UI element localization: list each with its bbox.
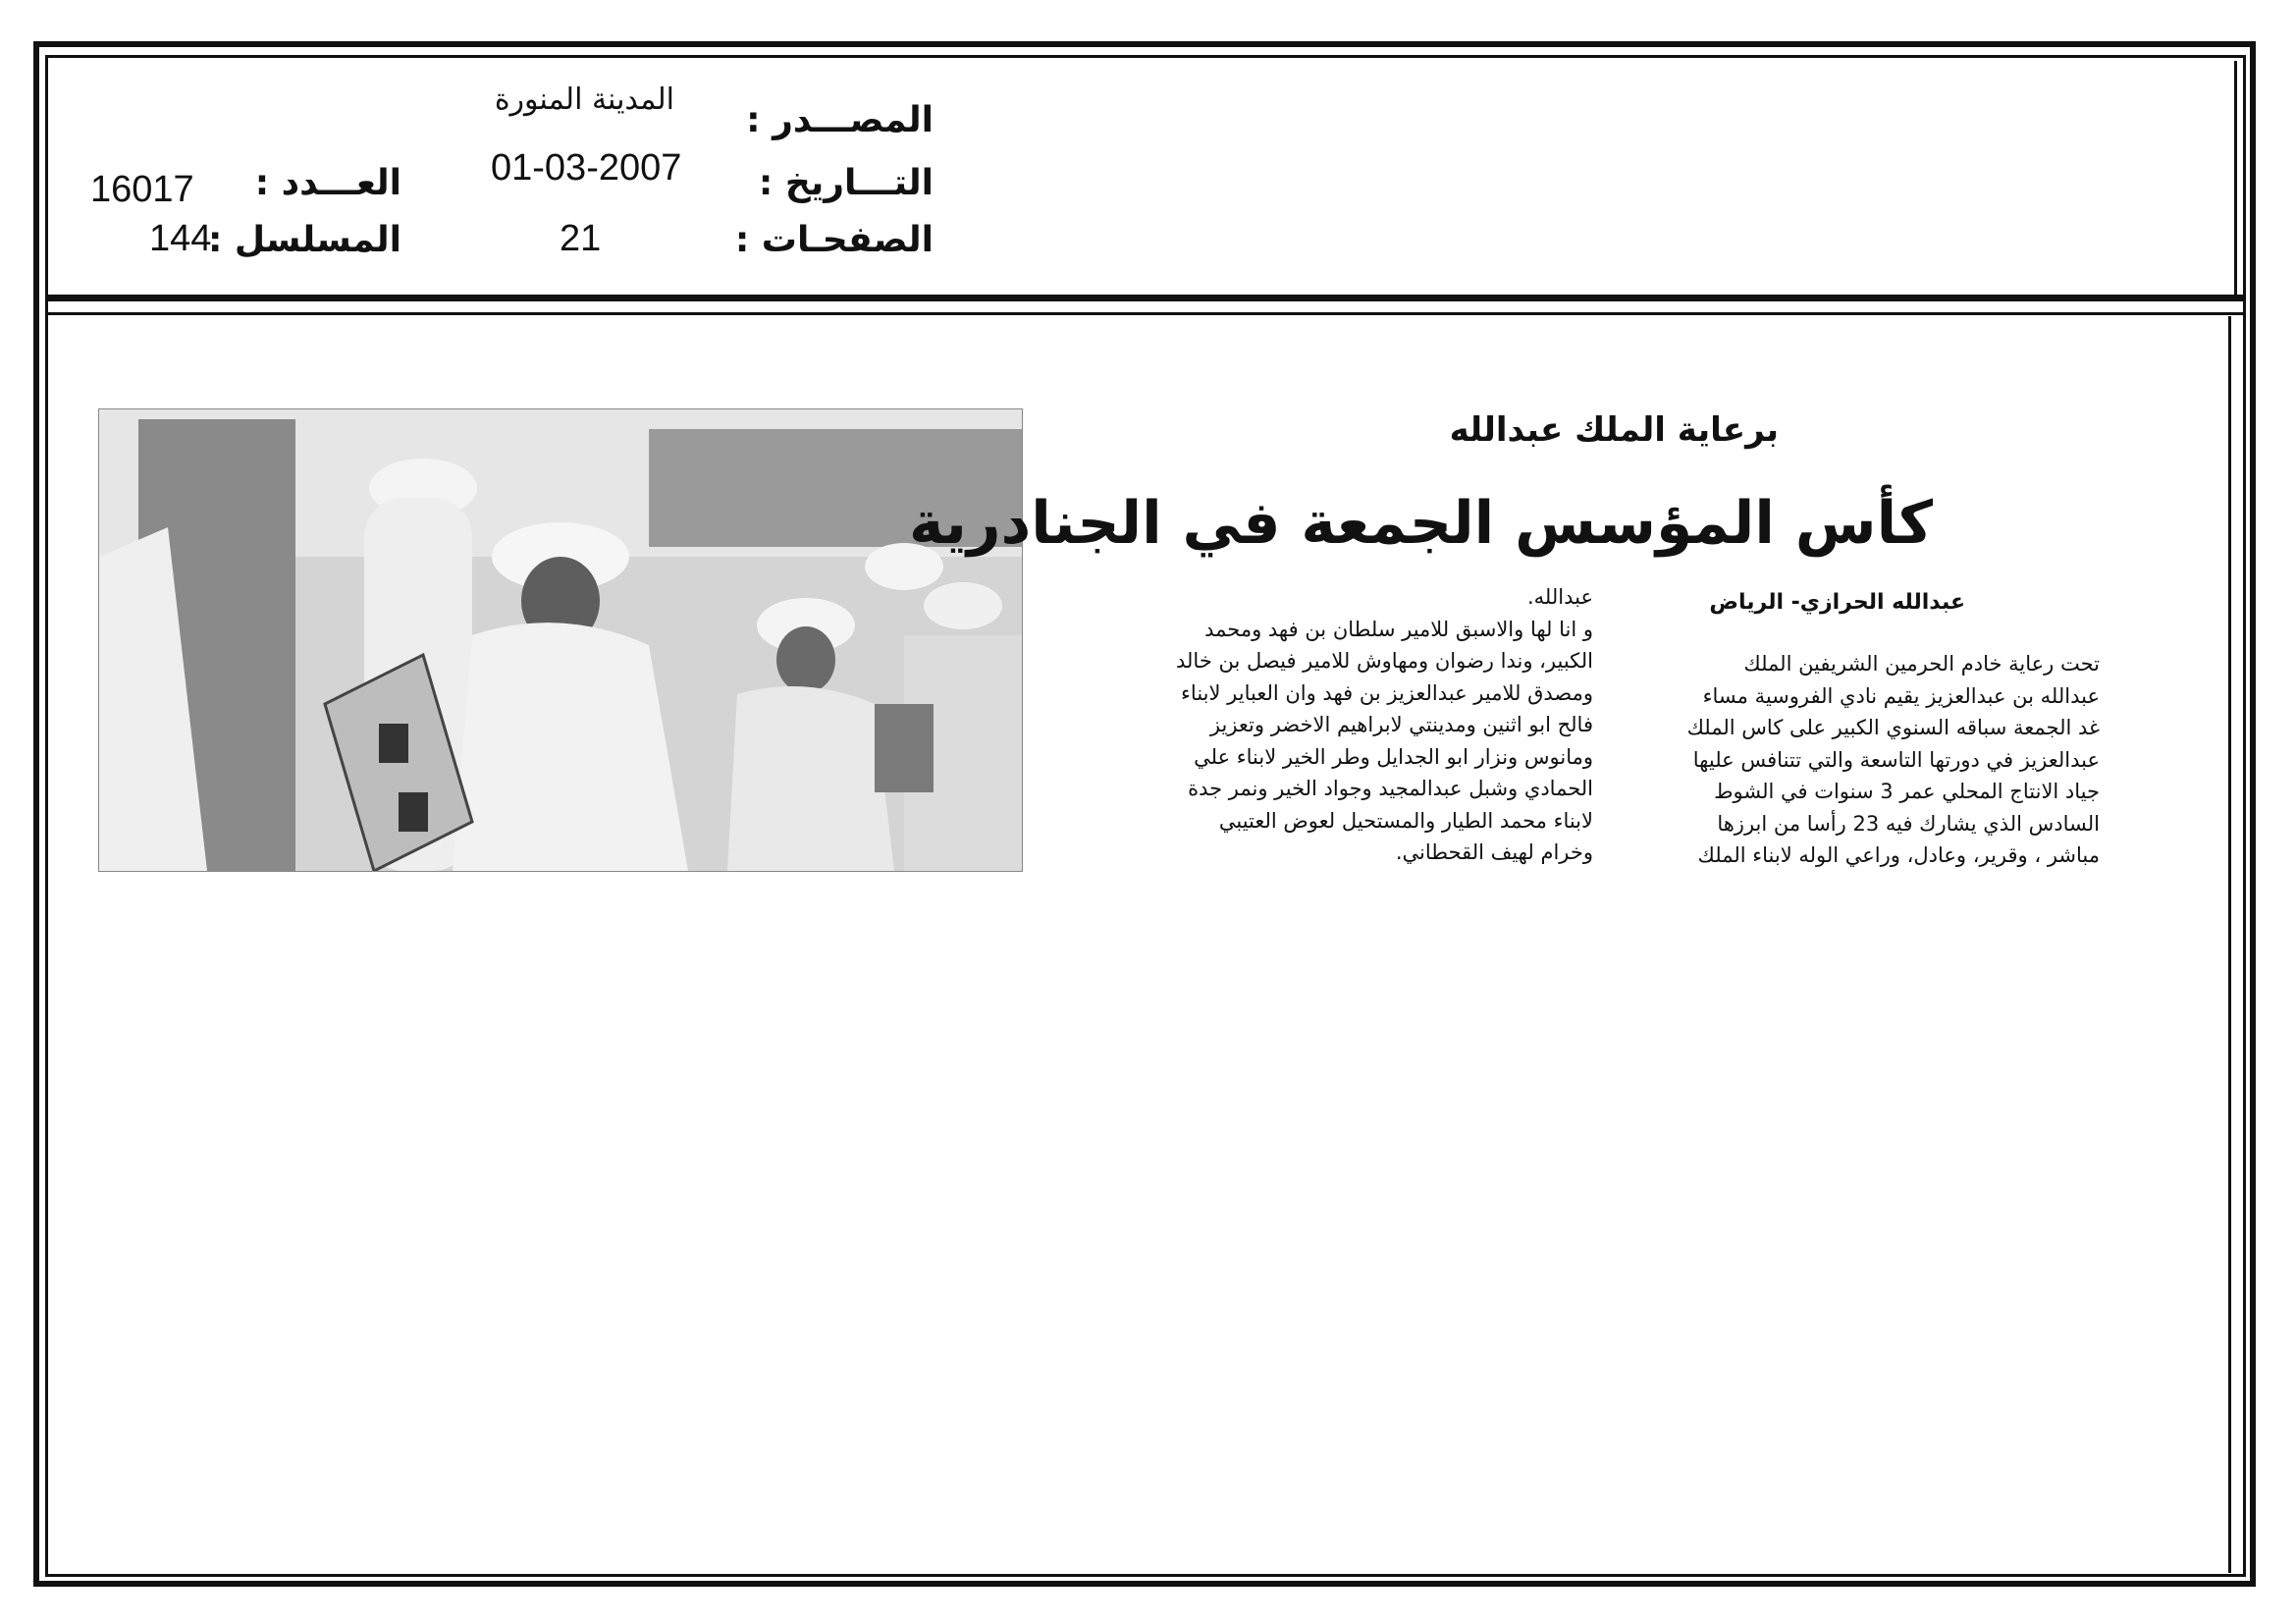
article-kicker: برعاية الملك عبدالله [1449, 410, 1779, 450]
text-line: ومصدق للامير عبدالعزيز بن فهد وان العباير لابناء [1181, 680, 1593, 705]
issue-value: 16017 [90, 169, 194, 210]
header-divider-thin [45, 312, 2246, 315]
serial-label: المسلسل : [207, 220, 401, 260]
date-value: 01-03-2007 [491, 147, 682, 189]
pages-label: الصفحـات : [734, 220, 934, 260]
text-line: وخرام لهيف القحطاني. [1395, 840, 1593, 864]
text-line: تحت رعاية خادم الحرمين الشريفين الملك [1743, 652, 2100, 676]
source-value: المدينة المنورة [494, 82, 674, 117]
serial-value: 144 [149, 218, 212, 259]
text-line: مباشر ، وقرير، وعادل، وراعي الوله لابناء الملك [1697, 843, 2100, 867]
text-line: عبدالله بن عبدالعزيز يقيم نادي الفروسية مساء [1702, 683, 2100, 708]
article-photo [98, 408, 1023, 872]
text-line: السادس الذي يشارك فيه 23 رأسا من ابرزها [1717, 811, 2100, 836]
text-line: جياد الانتاج المحلي عمر 3 سنوات في الشوط [1714, 780, 2100, 803]
text-line: الكبير، وندا رضوان ومهاوش للامير فيصل بن خالد [1176, 649, 1593, 673]
text-line: عبدالعزيز في دورتها التاسعة والتي تتنافس عليها [1692, 747, 2100, 772]
right-edge-rule-lower [2228, 316, 2231, 1573]
header-divider [45, 295, 2246, 301]
text-line: الحمادي وشبل عبدالمجيد وجواد الخير ونمر جدة [1188, 777, 1593, 800]
text-line: ومانوس ونزار ابو الجدايل وطر الخير لابناء علي [1194, 744, 1593, 769]
text-line: غد الجمعة سباقه السنوي الكبير على كاس الملك [1686, 716, 2100, 739]
pages-value: 21 [560, 218, 602, 259]
text-line: و انا لها والاسبق للامير سلطان بن فهد ومحمد [1204, 617, 1593, 641]
source-label: المصـــدر : [746, 100, 934, 140]
date-label: التـــاريخ : [758, 163, 934, 203]
text-line: لابناء محمد الطيار والمستحيل لعوض العتيبي [1218, 808, 1593, 833]
text-line: عبدالله. [1526, 585, 1593, 609]
article-column-left [1093, 581, 1593, 869]
issue-label: العـــدد : [254, 163, 401, 203]
article-column-right [1619, 648, 2100, 872]
article-byline: عبدالله الحرازي- الرياض [1709, 590, 1965, 615]
right-edge-rule [2234, 61, 2237, 297]
text-line: فالح ابو اثنين ومدينتي لابراهيم الاخضر وتعزيز [1209, 713, 1593, 736]
article-headline: كأس المؤسس الجمعة في الجنادرية [909, 489, 1933, 558]
